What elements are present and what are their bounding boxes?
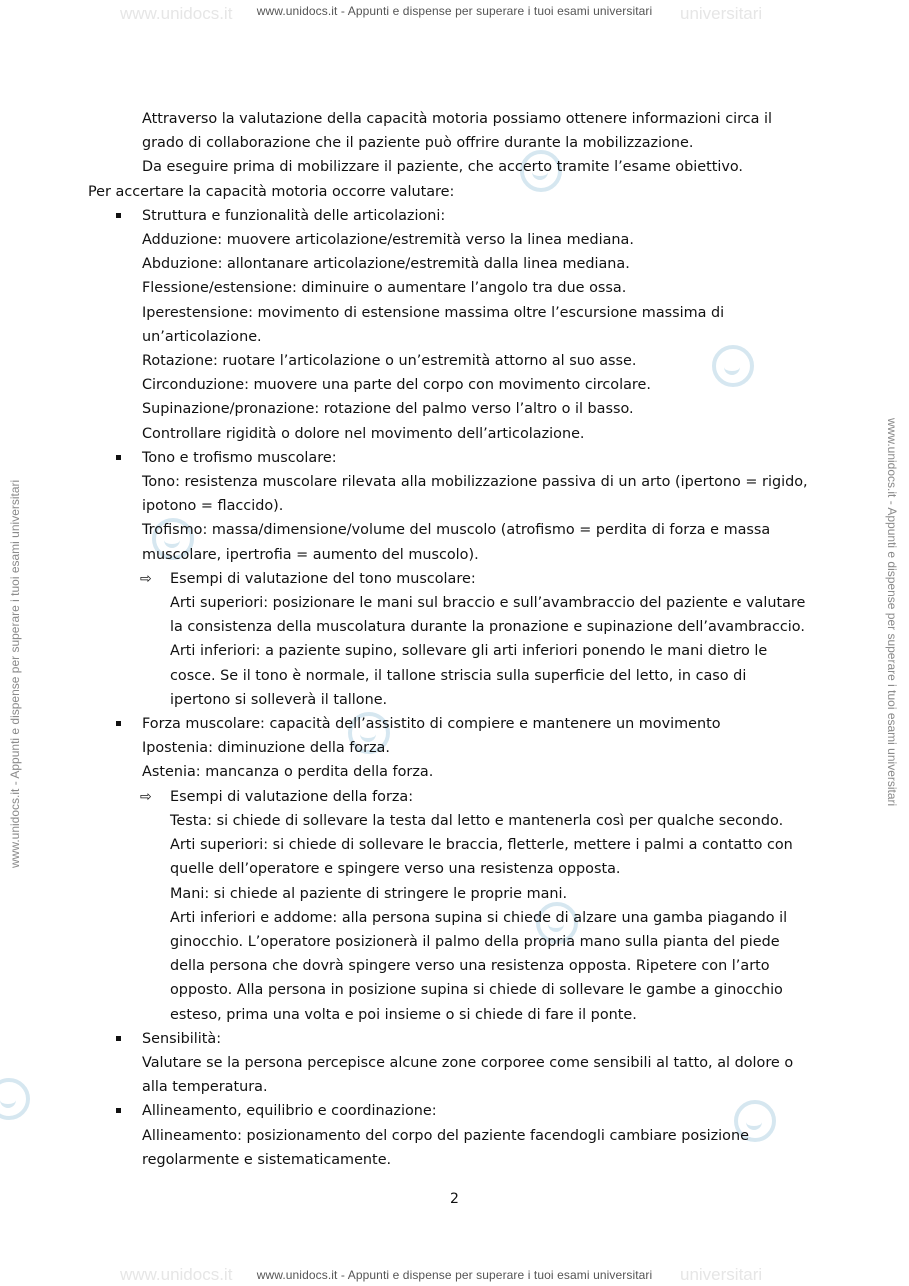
- watermark-bottom: www.unidocs.it - Appunti e dispense per superare i tuoi esami universitari: [256, 1268, 653, 1282]
- sub-heading: [88, 567, 828, 591]
- intro-line: Attraverso la valutazione della capacità motoria possiamo ottenere informazioni circa il: [142, 111, 773, 127]
- sub-line: Arti inferiori: a paziente supino, sollevare gli arti inferiori ponendo le mani dietro le: [170, 643, 768, 660]
- watermark-side-left: www.unidocs.it - Appunti e dispense per superare i tuoi esami universitari: [8, 479, 22, 868]
- section-line: Rotazione: ruotare l’articolazione o un’estremità attorno al suo asse.: [142, 353, 637, 370]
- sub-heading-text: Esempi di valutazione del tono muscolare:: [170, 570, 476, 587]
- intro-line: grado di collaborazione che il paziente può offrire durante la mobilizzazione.: [142, 135, 694, 152]
- sub-line: ginocchio. L’operatore posizionerà il palmo della propria mano sulla pianta del piede: [170, 933, 780, 950]
- sub-heading-text: Esempi di valutazione della forza:: [170, 788, 414, 805]
- sub-line: la consistenza della muscolatura durante la pronazione e supinazione dell’avambraccio.: [170, 619, 805, 636]
- watermark-top: www.unidocs.it - Appunti e dispense per superare i tuoi esami universitari: [256, 4, 653, 18]
- watermark-ghost-bottom-right: universitari: [680, 1265, 763, 1284]
- section-heading: Allineamento, equilibrio e coordinazione:: [88, 1099, 828, 1123]
- section-heading: Tono e trofismo muscolare:: [88, 446, 828, 470]
- section-line: Astenia: mancanza o perdita della forza.: [142, 764, 434, 781]
- section-line: muscolare, ipertrofia = aumento del muscolo).: [142, 546, 479, 563]
- sub-line: della persona che dovrà spingere verso una resistenza opposta. Ripetere con l’arto: [170, 958, 770, 975]
- section-line: Ipostenia: diminuzione della forza.: [142, 740, 390, 757]
- section-line: Valutare se la persona percepisce alcune zone corporee come sensibili al tatto, al dolore o: [142, 1054, 794, 1071]
- section-heading: Struttura e funzionalità delle articolazioni:: [88, 204, 828, 228]
- sub-line: Arti superiori: si chiede di sollevare le braccia, fletterle, mettere i palmi a contatto con: [170, 837, 793, 854]
- section-line: Trofismo: massa/dimensione/volume del muscolo (atrofismo = perdita di forza e massa: [142, 522, 771, 539]
- section-line: Supinazione/pronazione: rotazione del palmo verso l’altro o il basso.: [142, 401, 634, 418]
- sub-line: quelle dell’operatore e spingere verso una resistenza opposta.: [170, 861, 621, 878]
- sub-line: ipertono si solleverà il tallone.: [170, 691, 388, 708]
- document-body: [88, 107, 828, 1172]
- sub-line: esteso, prima una volta e poi insieme o si chiede di fare il ponte.: [170, 1006, 637, 1023]
- watermark-ghost-top-right: universitari: [680, 4, 763, 23]
- section-line: Adduzione: muovere articolazione/estremità verso la linea mediana.: [142, 232, 634, 249]
- section-heading: Forza muscolare: capacità dell’assistito di compiere e mantenere un movimento: [88, 712, 828, 736]
- arrow-right-icon: ⇨: [140, 570, 152, 587]
- sub-line: Arti superiori: posizionare le mani sul braccio e sull’avambraccio del paziente e valutare: [170, 595, 806, 612]
- section-line: Tono: resistenza muscolare rilevata alla mobilizzazione passiva di un arto (ipertono = rigido,: [142, 474, 808, 491]
- section-line: Controllare rigidità o dolore nel movimento dell’articolazione.: [142, 425, 585, 442]
- watermark-ghost-bottom-left: www.unidocs.it: [120, 1265, 233, 1284]
- section-line: regolarmente e sistematicamente.: [142, 1151, 392, 1168]
- arrow-right-icon: ⇨: [140, 788, 152, 805]
- section-line: Abduzione: allontanare articolazione/estremità dalla linea mediana.: [142, 256, 630, 273]
- section-line: un’articolazione.: [142, 328, 262, 345]
- sub-heading: [88, 785, 828, 809]
- watermark-side-right: www.unidocs.it - Appunti e dispense per superare i tuoi esami universitari: [885, 418, 899, 807]
- sub-line: opposto. Alla persona in posizione supina si chiede di sollevare le gambe a ginocchio: [170, 982, 783, 999]
- section-line: Iperestensione: movimento di estensione massima oltre l’escursione massima di: [142, 304, 725, 321]
- section-line: alla temperatura.: [142, 1079, 268, 1096]
- intro-line: Da eseguire prima di mobilizzare il paziente, che accerto tramite l’esame obiettivo.: [142, 159, 743, 176]
- watermark-logo-icon: [0, 1078, 30, 1120]
- sub-line: Arti inferiori e addome: alla persona supina si chiede di alzare una gamba piagando il: [170, 909, 788, 926]
- section-line: ipotono = flaccido).: [142, 498, 284, 515]
- page-number: 2: [450, 1191, 459, 1207]
- sub-line: Testa: si chiede di sollevare la testa dal letto e mantenerla così per qualche secondo.: [170, 812, 784, 829]
- section-line: Circonduzione: muovere una parte del corpo con movimento circolare.: [142, 377, 651, 394]
- lead-text: Per accertare la capacità motoria occorre valutare:: [88, 183, 455, 200]
- sub-line: Mani: si chiede al paziente di stringere le proprie mani.: [170, 885, 568, 902]
- watermark-ghost-top-left: www.unidocs.it: [120, 4, 233, 23]
- section-heading: Sensibilità:: [88, 1027, 828, 1051]
- section-line: Flessione/estensione: diminuire o aumentare l’angolo tra due ossa.: [142, 280, 627, 297]
- section-line: Allineamento: posizionamento del corpo del paziente facendogli cambiare posizione: [142, 1127, 749, 1144]
- sub-line: cosce. Se il tono è normale, il tallone striscia sulla superficie del letto, in caso di: [170, 667, 747, 684]
